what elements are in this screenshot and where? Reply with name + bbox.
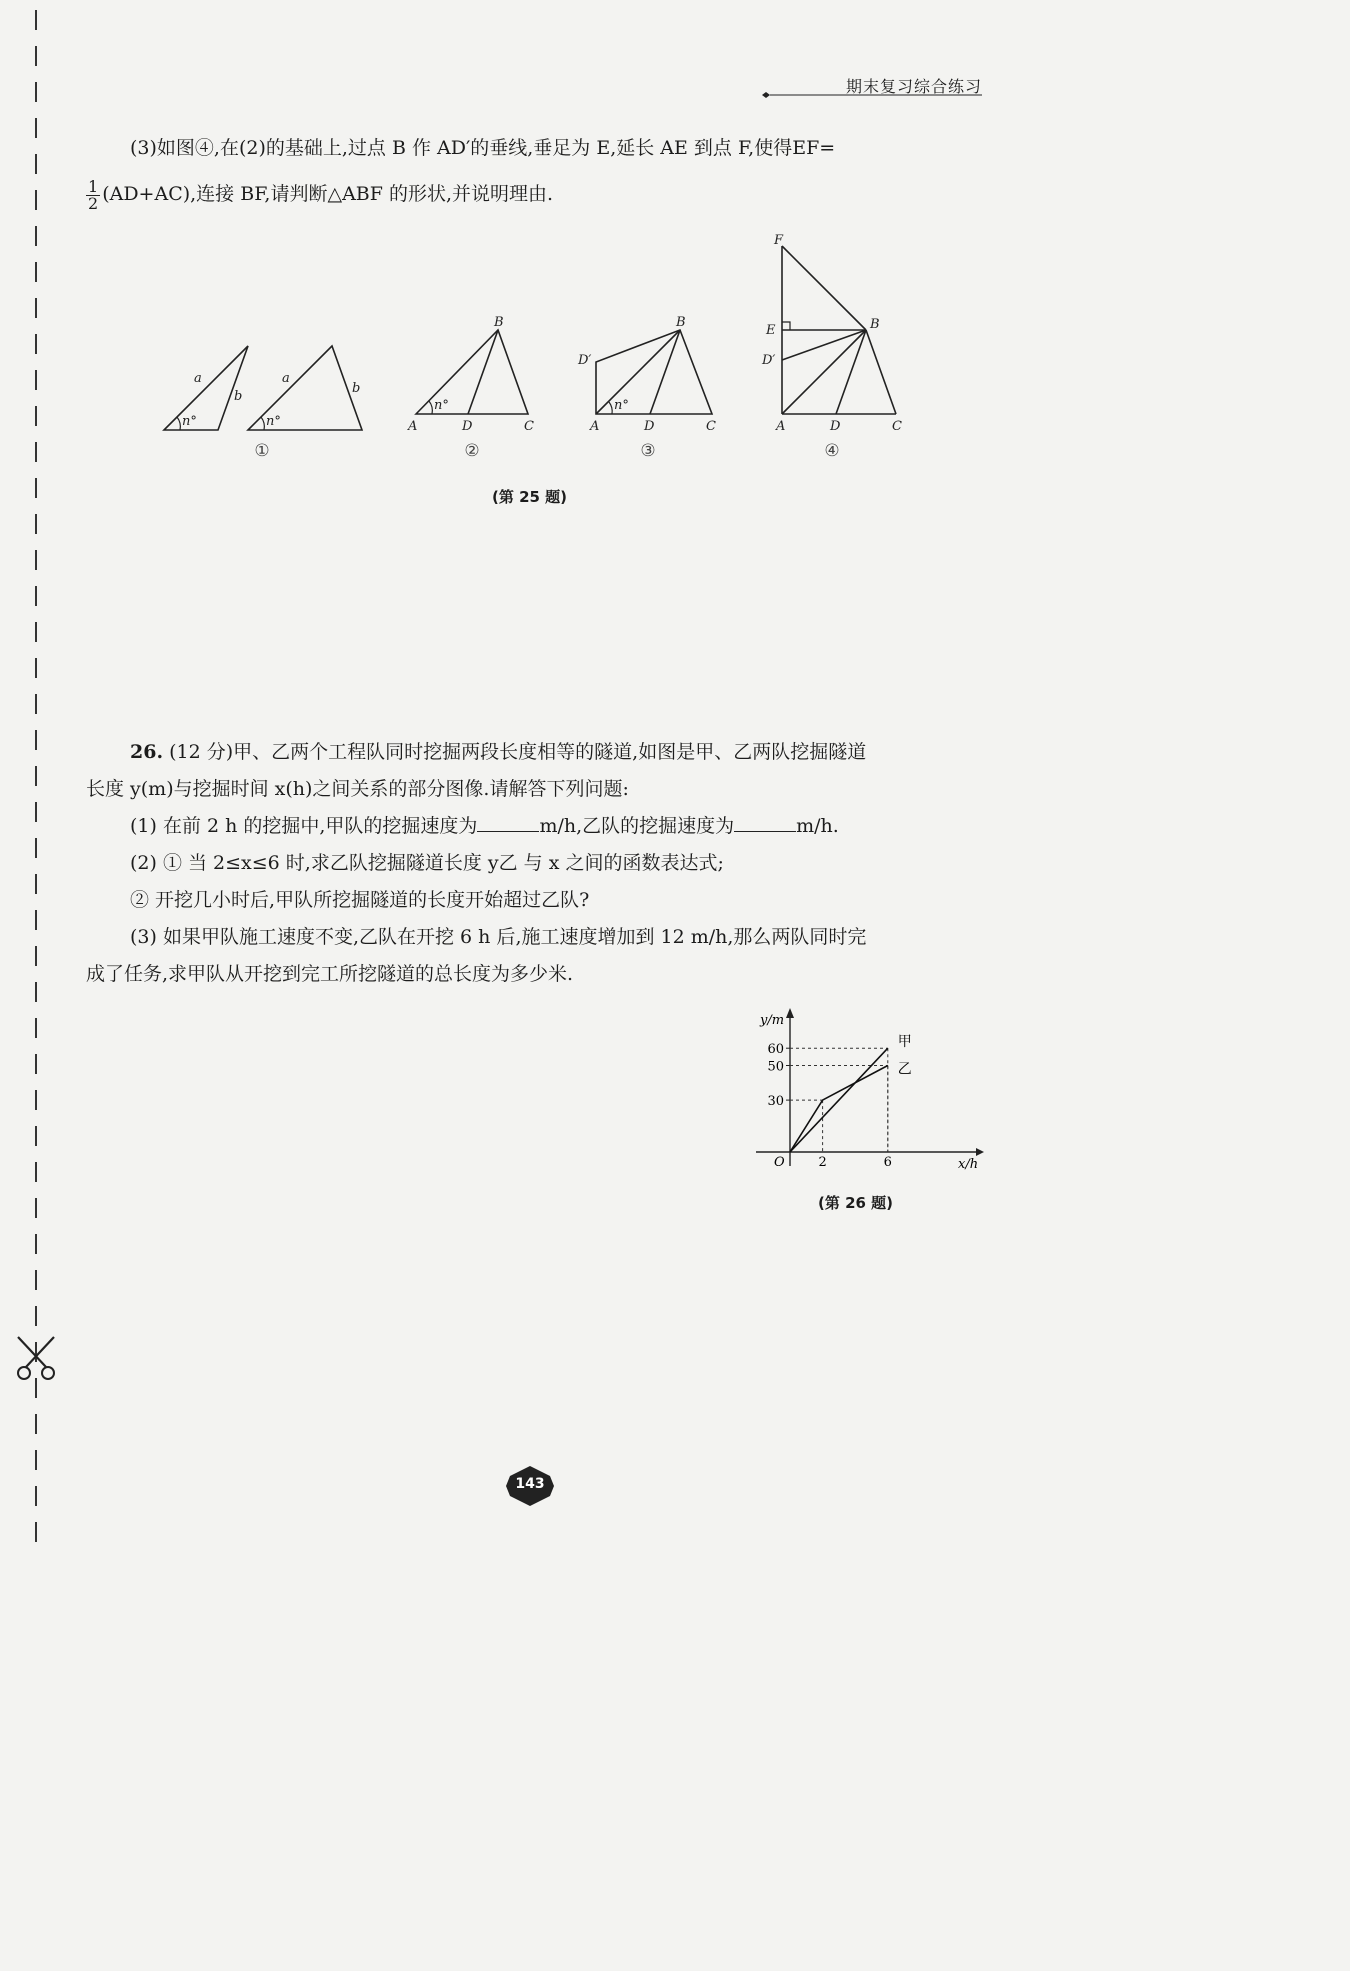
fig4-line-dpb — [782, 330, 866, 360]
q26-part1-text-a: (1) 在前 2 h 的挖掘中,甲队的挖掘速度为 — [130, 815, 478, 837]
fig2-vertex-a: A — [408, 419, 418, 434]
q26-intro-line1 — [86, 734, 866, 770]
fig1-angle-large: n° — [266, 414, 281, 429]
fig4-vertex-a: A — [776, 419, 786, 434]
q26-part3-line2: 成了任务,求甲队从开挖到完工所挖隧道的总长度为多少米. — [86, 963, 574, 985]
fig2-segment-bd — [468, 330, 498, 414]
fig1-label-b-large: b — [352, 381, 361, 396]
fig2-number-label: ② — [464, 441, 480, 461]
fig4-vertex-c: C — [892, 419, 902, 434]
fig3-vertex-b: B — [676, 315, 686, 330]
q26-caption: (第 26 题) — [818, 1194, 894, 1212]
q26-intro-line2: 长度 y(m)与挖掘时间 x(h)之间关系的部分图像.请解答下列问题: — [86, 778, 629, 800]
page-header-title: 期末复习综合练习 — [845, 77, 982, 96]
q26-part1-text-c: m/h. — [796, 815, 839, 837]
fig1-label-b-small: b — [234, 389, 243, 404]
q25-figures — [150, 228, 910, 468]
fig2-vertex-b: B — [494, 315, 504, 330]
series-label-0: 甲 — [897, 1034, 912, 1051]
q25-part3-text1: (3)如图④,在(2)的基础上,过点 B 作 AD′的垂线,垂足为 E,延长 AE 到点 F,使得EF= — [130, 137, 836, 159]
y-axis-arrow — [786, 1008, 794, 1018]
q25-part3-text2: (AD+AC),连接 BF,请判断△ABF 的形状,并说明理由. — [102, 183, 554, 205]
fig4-vertex-d: D — [830, 419, 841, 434]
fig1-label-a-small: a — [194, 371, 202, 386]
q25-caption: (第 25 题) — [492, 488, 568, 506]
fig1-angle-small: n° — [182, 414, 197, 429]
origin-label: O — [774, 1155, 785, 1170]
fig3-vertex-dp: D′ — [578, 353, 592, 368]
fig4-number-label: ④ — [824, 441, 840, 461]
fig3-angle: n° — [614, 398, 629, 413]
fig3-segment-bd — [650, 330, 680, 414]
y-tick-label-30: 30 — [767, 1094, 784, 1110]
q26-intro-text1: (12 分)甲、乙两个工程队同时挖掘两段长度相等的隧道,如图是甲、乙两队挖掘隧道 — [169, 741, 867, 763]
page-number: 143 — [515, 1476, 545, 1492]
x-tick-label-2: 2 — [818, 1155, 827, 1170]
q26-chart — [740, 1004, 990, 1178]
fig4-vertex-dp: D′ — [762, 353, 776, 368]
fig1-number-label: ① — [254, 441, 270, 461]
fig4-line-db — [836, 330, 866, 414]
fig3-vertex-a: A — [590, 419, 600, 434]
fig2-vertex-d: D — [462, 419, 473, 434]
q26-number: 26. — [130, 741, 164, 763]
x-tick-label-6: 6 — [883, 1155, 892, 1170]
fig3-segment-ab — [596, 330, 680, 414]
q26-part2-2: ② 开挖几小时后,甲队所挖掘隧道的长度开始超过乙队? — [130, 889, 590, 911]
q25-part3-line1 — [86, 130, 835, 166]
fig4-line-fb — [782, 246, 866, 330]
fig1-label-a-large: a — [282, 371, 290, 386]
fig4-line-bc — [866, 330, 896, 414]
q26-answer-blank-jia[interactable] — [477, 811, 539, 832]
series-line-1 — [790, 1066, 888, 1153]
fig3-vertex-d: D — [644, 419, 655, 434]
q26-answer-blank-yi[interactable] — [734, 811, 796, 832]
fig3-vertex-c: C — [706, 419, 716, 434]
fig4-line-ab — [782, 330, 866, 414]
q26-part2-1: (2) ① 当 2≤x≤6 时,求乙队挖掘隧道长度 y乙 与 x 之间的函数表达式; — [130, 852, 724, 874]
x-axis-label: x/h — [958, 1157, 979, 1172]
cut-line — [30, 10, 42, 1550]
y-tick-label-50: 50 — [767, 1059, 784, 1075]
fraction-one-half — [86, 176, 100, 213]
y-tick-label-60: 60 — [767, 1042, 784, 1058]
q25-part3-line2 — [86, 176, 553, 212]
series-label-1: 乙 — [897, 1061, 912, 1078]
fraction-denominator: 2 — [88, 193, 99, 213]
fig4-vertex-f: F — [774, 233, 784, 248]
fig4-right-angle-mark — [782, 322, 790, 330]
fig2-angle: n° — [434, 398, 449, 413]
fig4-vertex-e: E — [766, 323, 776, 338]
scissors-icon — [12, 1335, 60, 1385]
header-rule — [762, 92, 982, 98]
y-axis-label: y/m — [760, 1013, 785, 1028]
x-axis-arrow — [976, 1148, 984, 1156]
q26-part1 — [86, 808, 839, 844]
fraction-numerator: 1 — [88, 176, 99, 196]
q26-part3-line1: (3) 如果甲队施工速度不变,乙队在开挖 6 h 后,施工速度增加到 12 m/h,那么两队同时完 — [130, 926, 867, 948]
fig4-vertex-b: B — [870, 317, 880, 332]
fig3-number-label: ③ — [640, 441, 656, 461]
fig2-vertex-c: C — [524, 419, 534, 434]
q26-part1-text-b: m/h,乙队的挖掘速度为 — [539, 815, 735, 837]
